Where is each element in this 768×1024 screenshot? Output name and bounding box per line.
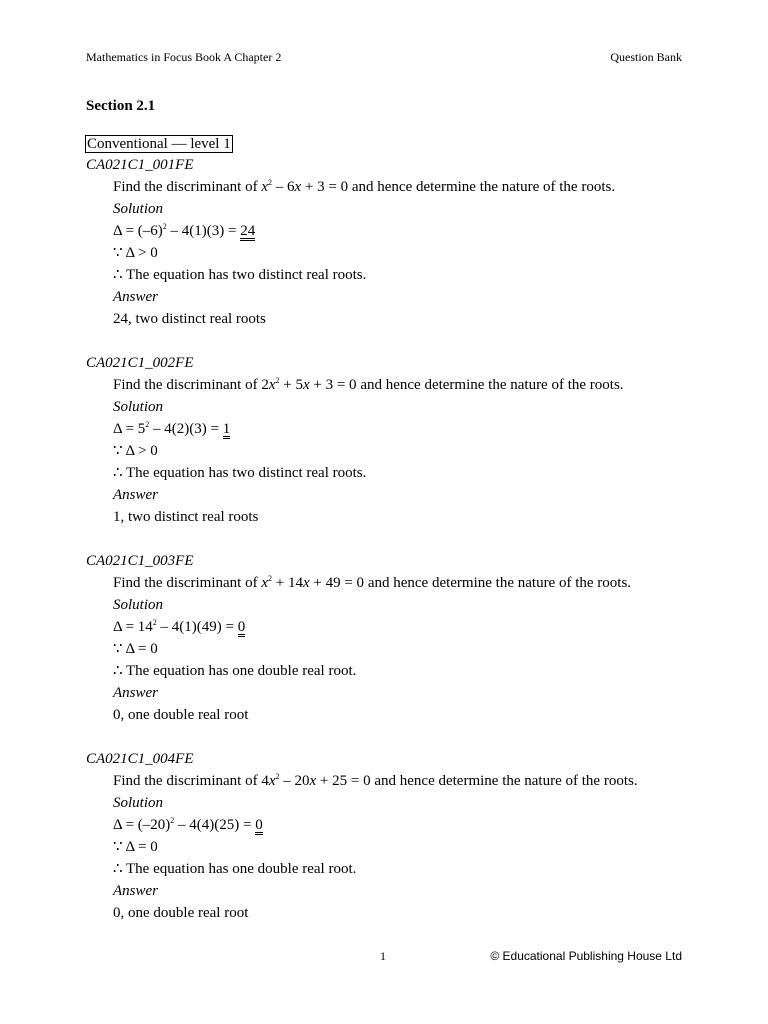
discriminant-result: 0 xyxy=(255,817,263,833)
question-text: Find the discriminant of $4x^2 - 20x + 25 = 0$ and hence determine the nature of the roots. xyxy=(113,772,638,789)
question-code: CA021C1_004FE xyxy=(86,751,194,767)
answer-text: 1, two distinct real roots xyxy=(113,509,259,525)
question-code: CA021C1_002FE xyxy=(86,355,194,371)
discriminant-working: $\Delta = (-6)^2 - 4(1)(3) = 24$ xyxy=(113,222,256,239)
solution-label: Solution xyxy=(113,795,164,811)
answer-text: 0, one double real root xyxy=(113,707,249,723)
discriminant-result: 24 xyxy=(240,223,256,239)
discriminant-result: 1 xyxy=(222,421,231,437)
question-text: Find the discriminant of $x^2 + 14x + 49 = 0$ and hence determine the nature of the roots. xyxy=(113,574,632,591)
because-line: ∵ Δ > 0 xyxy=(113,443,158,459)
equation: $x^2 + 14x + 49 = 0$ xyxy=(261,574,365,591)
equation: $2x^2 + 5x + 3 = 0$ xyxy=(261,376,357,393)
answer-label: Answer xyxy=(113,289,158,305)
question-code: CA021C1_003FE xyxy=(86,553,194,569)
answer-label: Answer xyxy=(113,883,158,899)
equation: $4x^2 - 20x + 25 = 0$ xyxy=(261,772,371,789)
therefore-line: ∴ The equation has two distinct real roots. xyxy=(113,465,367,481)
equation: $x^2 - 6x + 3 = 0$ xyxy=(261,178,349,195)
therefore-line: ∴ The equation has one double real root. xyxy=(113,663,357,679)
answer-label: Answer xyxy=(113,487,158,503)
question-block xyxy=(86,154,686,330)
solution-label: Solution xyxy=(113,399,164,415)
question-text: Find the discriminant of $x^2 - 6x + 3 = 0$ and hence determine the nature of the roots. xyxy=(113,178,616,195)
answer-text: 24, two distinct real roots xyxy=(113,311,266,327)
solution-label: Solution xyxy=(113,201,164,217)
because-line: ∵ Δ = 0 xyxy=(113,839,158,855)
therefore-line: ∴ The equation has two distinct real roots. xyxy=(113,267,367,283)
because-line: ∵ Δ > 0 xyxy=(113,245,158,261)
question-text: Find the discriminant of $2x^2 + 5x + 3 = 0$ and hence determine the nature of the roots. xyxy=(113,376,624,393)
header-label: Question Bank xyxy=(610,50,682,64)
discriminant-working: $\Delta = 14^2 - 4(1)(49) = 0$ xyxy=(113,618,246,635)
level-label: Conventional — level 1 xyxy=(87,136,231,152)
question-block xyxy=(86,352,686,528)
question-block xyxy=(86,748,686,924)
page-number: 1 xyxy=(380,949,386,963)
solution-label: Solution xyxy=(113,597,164,613)
answer-label: Answer xyxy=(113,685,158,701)
section-title: Section 2.1 xyxy=(86,98,156,114)
discriminant-working: $\Delta = 5^2 - 4(2)(3) = 1$ xyxy=(113,420,231,437)
therefore-line: ∴ The equation has one double real root. xyxy=(113,861,357,877)
answer-text: 0, one double real root xyxy=(113,905,249,921)
question-list xyxy=(86,154,686,946)
question-code: CA021C1_001FE xyxy=(86,157,194,173)
header-title: Mathematics in Focus Book A Chapter 2 xyxy=(86,50,282,64)
question-block xyxy=(86,550,686,726)
discriminant-result: 0 xyxy=(237,619,246,635)
because-line: ∵ Δ = 0 xyxy=(113,641,158,657)
copyright-notice: © Educational Publishing House Ltd xyxy=(490,949,682,963)
discriminant-working: $\Delta = (-20)^2 - 4(4)(25) = 0$ xyxy=(113,816,263,833)
